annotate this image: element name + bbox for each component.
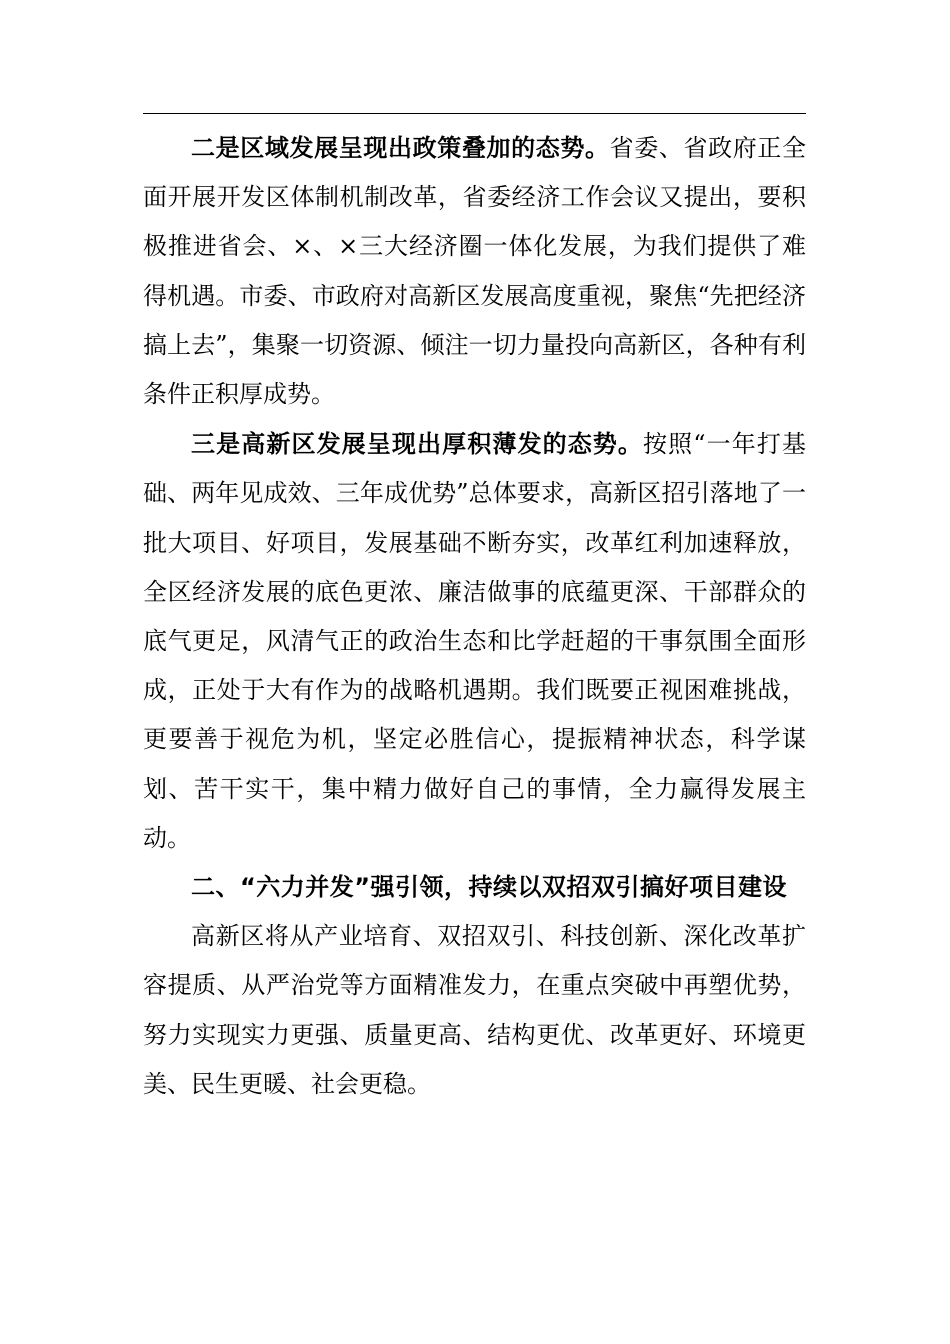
paragraph-lead: 三是高新区发展呈现出厚积薄发的态势。 <box>191 429 644 459</box>
paragraph-policy-overlap <box>143 123 806 419</box>
section-heading: 二、“六力并发”强引领，持续以双招双引搞好项目建设 <box>191 873 788 902</box>
paragraph-text: 省委、省政府正全面开展开发区体制机制改革，省委经济工作会议又提出，要积极推进省会、×、×三大经济圈一体化发展，为我们提供了难得机遇。市委、市政府对高新区发展高度重视，聚焦“先把经济搞上去”，集聚一切资源、倾注一切力量投向高新区，各种有利条件正积厚成势。 <box>143 134 806 409</box>
paragraph-lead: 二是区域发展呈现出政策叠加的态势。 <box>191 133 610 162</box>
document-body <box>143 123 806 1109</box>
paragraph-text: 按照“一年打基础、两年见成效、三年成优势”总体要求，高新区招引落地了一批大项目、好项目，发展基础不断夯实，改革红利加速释放，全区经济发展的底色更浓、廉洁做事的底蕴更深、干部群众的底气更足，风清气正的政治生态和比学赶超的干事氛围全面形成，正处于大有作为的战略机遇期。我们既要正视困难挑战，更要善于视危为机，坚定必胜信心，提振精神状态，科学谋划、苦干实干，集中精力做好自己的事情，全力赢得发展主动。 <box>143 430 806 852</box>
header-rule <box>143 113 806 114</box>
paragraph-text: 高新区将从产业培育、双招双引、科技创新、深化改革扩容提质、从严治党等方面精准发力，在重点突破中再塑优势，努力实现实力更强、质量更高、结构更优、改革更好、环境更美、民生更暖、社会更稳。 <box>143 922 806 1098</box>
paragraph-high-tech-zone <box>143 419 806 863</box>
paragraph-development-plan <box>143 912 806 1109</box>
